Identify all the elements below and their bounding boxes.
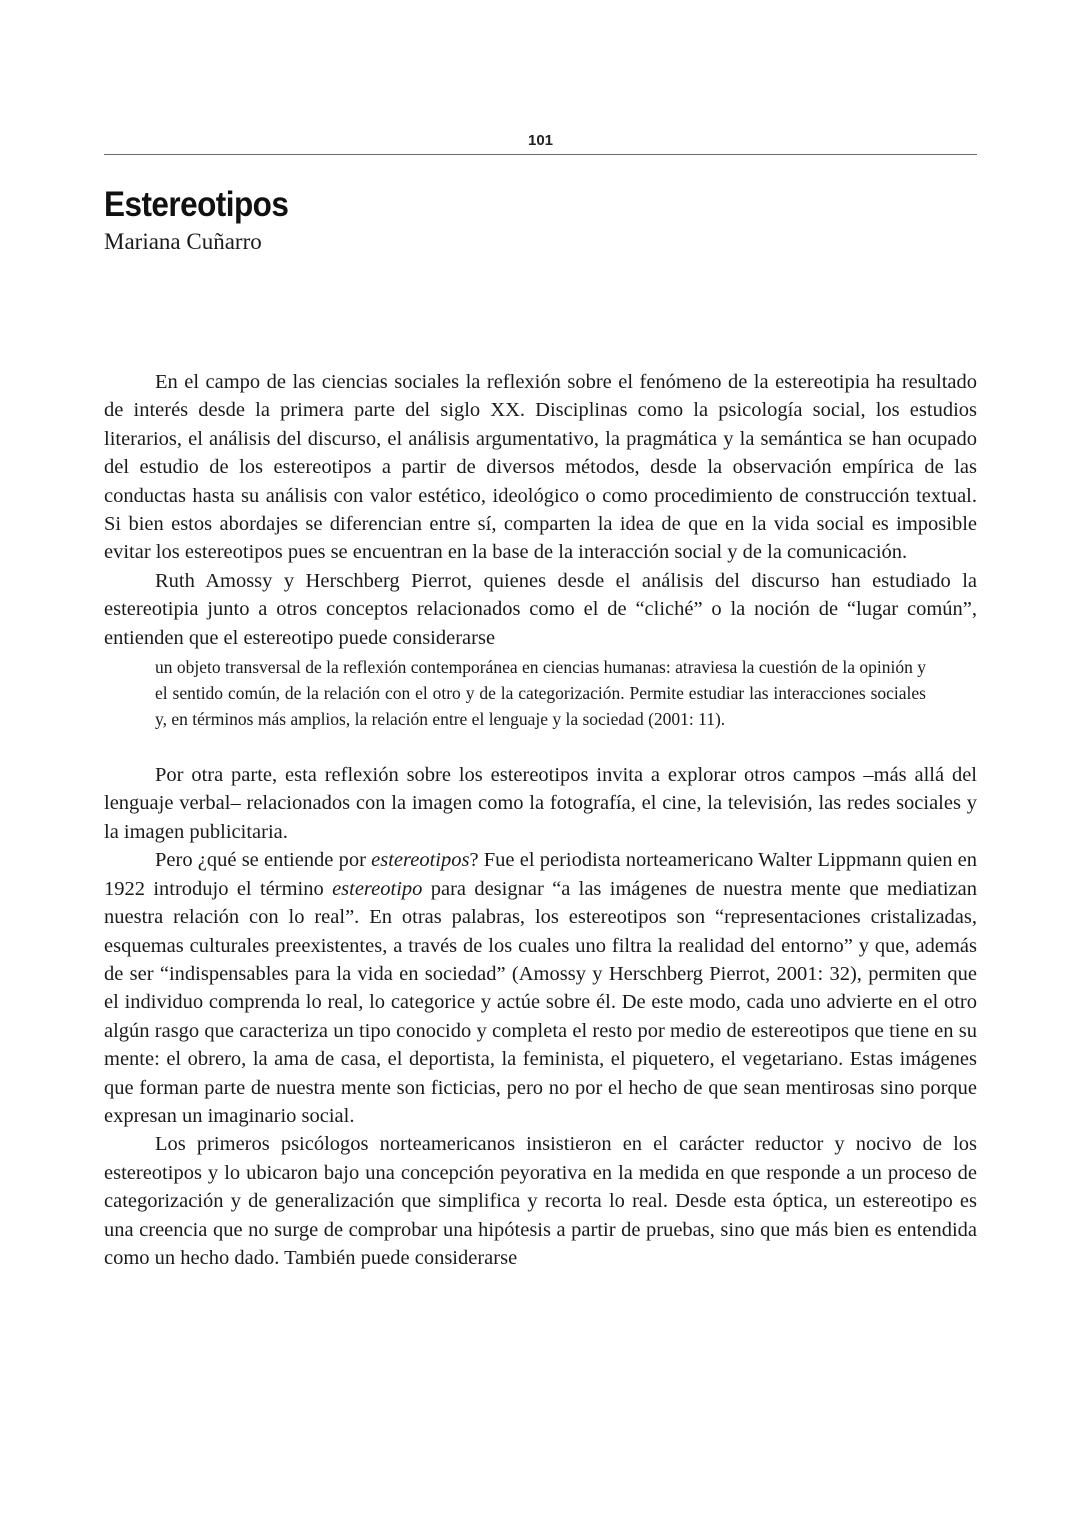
paragraph-5: Los primeros psicólogos norteamericanos insistieron en el carácter reductor y nocivo de los estereotipos y lo ubicaron bajo una concepción peyorativa en la medida en que responde a un proceso de categorización y de generalización que simplifica y recorta lo real. Desde esta óptica, un estereotipo es una creencia que no surge de comprobar una hipótesis a partir de pruebas, sino que más bien es entendida como un hecho dado. También puede considerarse <box>104 1133 977 1269</box>
paragraph-1: En el campo de las ciencias sociales la reflexión sobre el fenómeno de la estereotipia ha resultado de interés desde la primera parte del siglo XX. Disciplinas como la psicología social, los estudios literarios, el análisis del discurso, el análisis argumentativo, la pragmática y la semántica se han ocupado del estudio de los estereotipos a partir de diversos métodos, desde la observación empírica de las conductas hasta su análisis con valor estético, ideológico o como procedimiento de construcción textual. Si bien estos abordajes se diferencian entre sí, comparten la idea de que en la vida social es imposible evitar los estereotipos pues se encuentran en la base de la interacción social y de la comunicación. <box>104 371 977 564</box>
chapter-author: Mariana Cuñarro <box>104 229 262 254</box>
spacer <box>104 732 977 761</box>
paragraph-4-text-b: ? Fue el periodista norteamericano Walter Lippmann quien en 1922 introdujo el término <box>104 849 977 900</box>
paragraph-3: Por otra parte, esta reflexión sobre los estereotipos invita a explorar otros campos –más allá del lenguaje verbal– relacionados con la imagen como la fotografía, el cine, la televisión, las redes sociales y la imagen publicitaria. <box>104 764 977 843</box>
italic-term-estereotipos: estereotipos <box>371 849 470 872</box>
chapter-title: Estereotipos <box>104 185 289 224</box>
paragraph-4-text-a: Pero ¿qué se entiende por <box>155 849 372 872</box>
italic-term-estereotipo: estereotipo <box>332 877 423 900</box>
paragraph-2: Ruth Amossy y Herschberg Pierrot, quienes desde el análisis del discurso han estudiado la estereotipia junto a otros conceptos relacionados como el de “cliché” o la noción de “lugar común”, entienden que el estereotipo puede considerarse <box>104 569 977 649</box>
page-number: 101 <box>527 132 554 149</box>
header-rule <box>104 154 977 155</box>
paragraph-4-text-c: para designar “a las imágenes de nuestra mente que mediatizan nuestra relación con lo real”. En otras palabras, los estereotipos son “representaciones cristalizadas, esquemas culturales preexistentes, a través de los cuales uno filtra la realidad del entorno” y que, además de ser “indispensables para la vida en sociedad” (Amossy y Herschberg Pierrot, 2001: 32), permiten que el individuo comprenda lo real, lo categorice y actúe sobre él. De este modo, cada uno advierte en el otro algún rasgo que caracteriza un tipo conocido y completa el resto por medio de estereotipos que tiene en su mente: el obrero, la ama de casa, el deportista, la feminista, el piquetero, el vegetariano. Estas imágenes que forman parte de nuestra mente son ficticias, pero no por el hecho de que sean mentirosas sino porque expresan un imaginario social. <box>104 877 977 1127</box>
body-text <box>104 368 977 1272</box>
block-quote: un objeto transversal de la reflexión contemporánea en ciencias humanas: atraviesa la cuestión de la opinión y el sentido común, de la relación con el otro y de la categorización. Permite estudiar las interacciones sociales y, en términos más amplios, la relación entre el lenguaje y la sociedad (2001: 11). <box>155 657 926 730</box>
paragraph-4 <box>104 846 977 1130</box>
